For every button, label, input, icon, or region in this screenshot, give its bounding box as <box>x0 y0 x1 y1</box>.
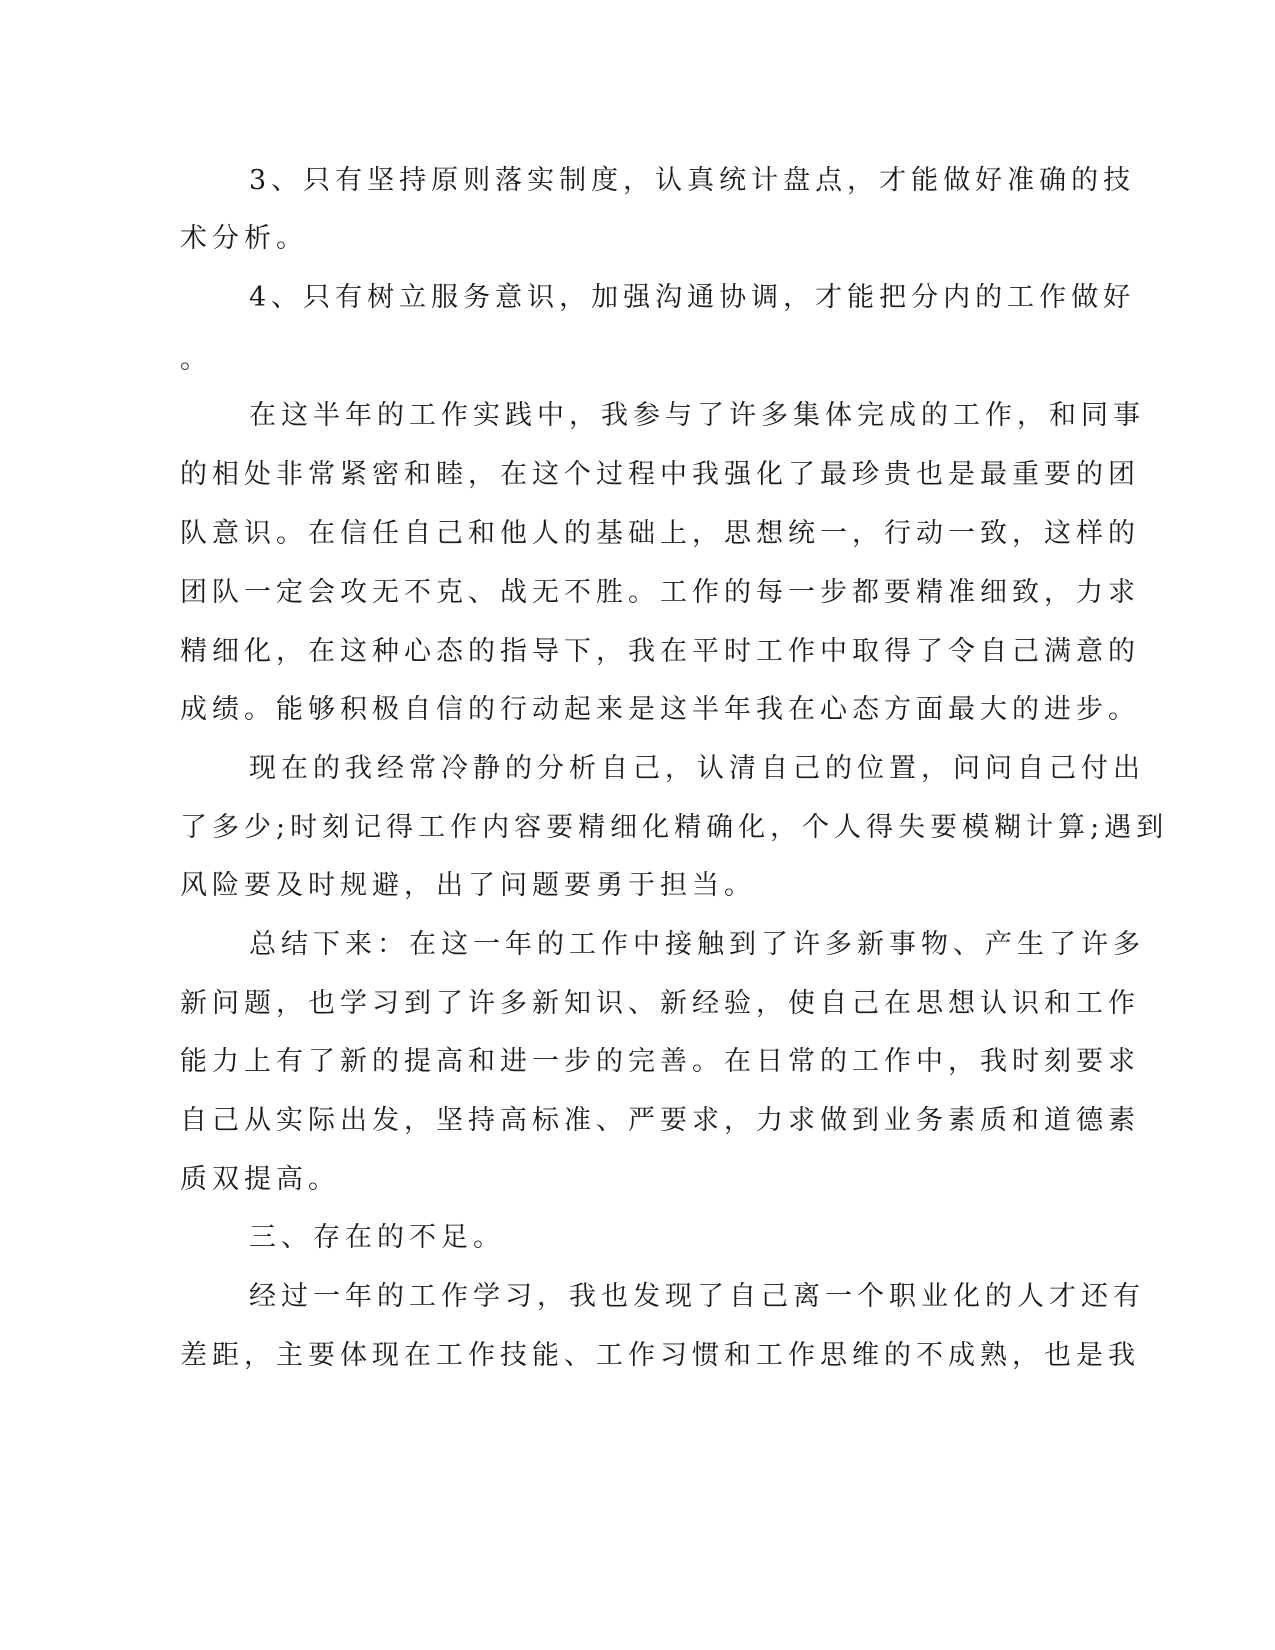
text-line: 差距，主要体现在工作技能、工作习惯和工作思维的不成熟，也是我 <box>180 1340 1140 1371</box>
text-line: 的相处非常紧密和睦，在这个过程中我强化了最珍贵也是最重要的团 <box>180 459 1140 490</box>
section-heading: 三、存在的不足。 <box>249 1222 505 1253</box>
text-line: 风险要及时规避，出了问题要勇于担当。 <box>180 870 756 901</box>
text-line: 术分析。 <box>180 223 308 254</box>
text-line: 4、只有树立服务意识，加强沟通协调，才能把分内的工作做好 <box>249 282 1136 313</box>
text-line: 总结下来：在这一年的工作中接触到了许多新事物、产生了许多 <box>249 929 1145 960</box>
text-line: 新问题，也学习到了许多新知识、新经验，使自己在思想认识和工作 <box>180 988 1140 1019</box>
text-line: 现在的我经常冷静的分析自己，认清自己的位置，问问自己付出 <box>249 753 1145 784</box>
text-line: 成绩。能够积极自信的行动起来是这半年我在心态方面最大的进步。 <box>180 694 1140 725</box>
text-line: 能力上有了新的提高和进一步的完善。在日常的工作中，我时刻要求 <box>180 1046 1140 1077</box>
text-line: 团队一定会攻无不克、战无不胜。工作的每一步都要精准细致，力求 <box>180 577 1140 608</box>
text-line: 在这半年的工作实践中，我参与了许多集体完成的工作，和同事 <box>249 400 1145 431</box>
text-line: 经过一年的工作学习，我也发现了自己离一个职业化的人才还有 <box>249 1281 1145 1312</box>
text-line: 质双提高。 <box>180 1164 340 1195</box>
text-line: 队意识。在信任自己和他人的基础上，思想统一，行动一致，这样的 <box>180 518 1140 549</box>
text-line: 了多少;时刻记得工作内容要精细化精确化，个人得失要模糊计算;遇到 <box>180 812 1169 843</box>
text-line: 精细化，在这种心态的指导下，我在平时工作中取得了令自己满意的 <box>180 636 1140 667</box>
text-line: 3、只有坚持原则落实制度，认真统计盘点，才能做好准确的技 <box>249 165 1136 196</box>
text-line: 自己从实际出发，坚持高标准、严要求，力求做到业务素质和道德素 <box>180 1105 1140 1136</box>
text-line: 。 <box>180 344 212 375</box>
